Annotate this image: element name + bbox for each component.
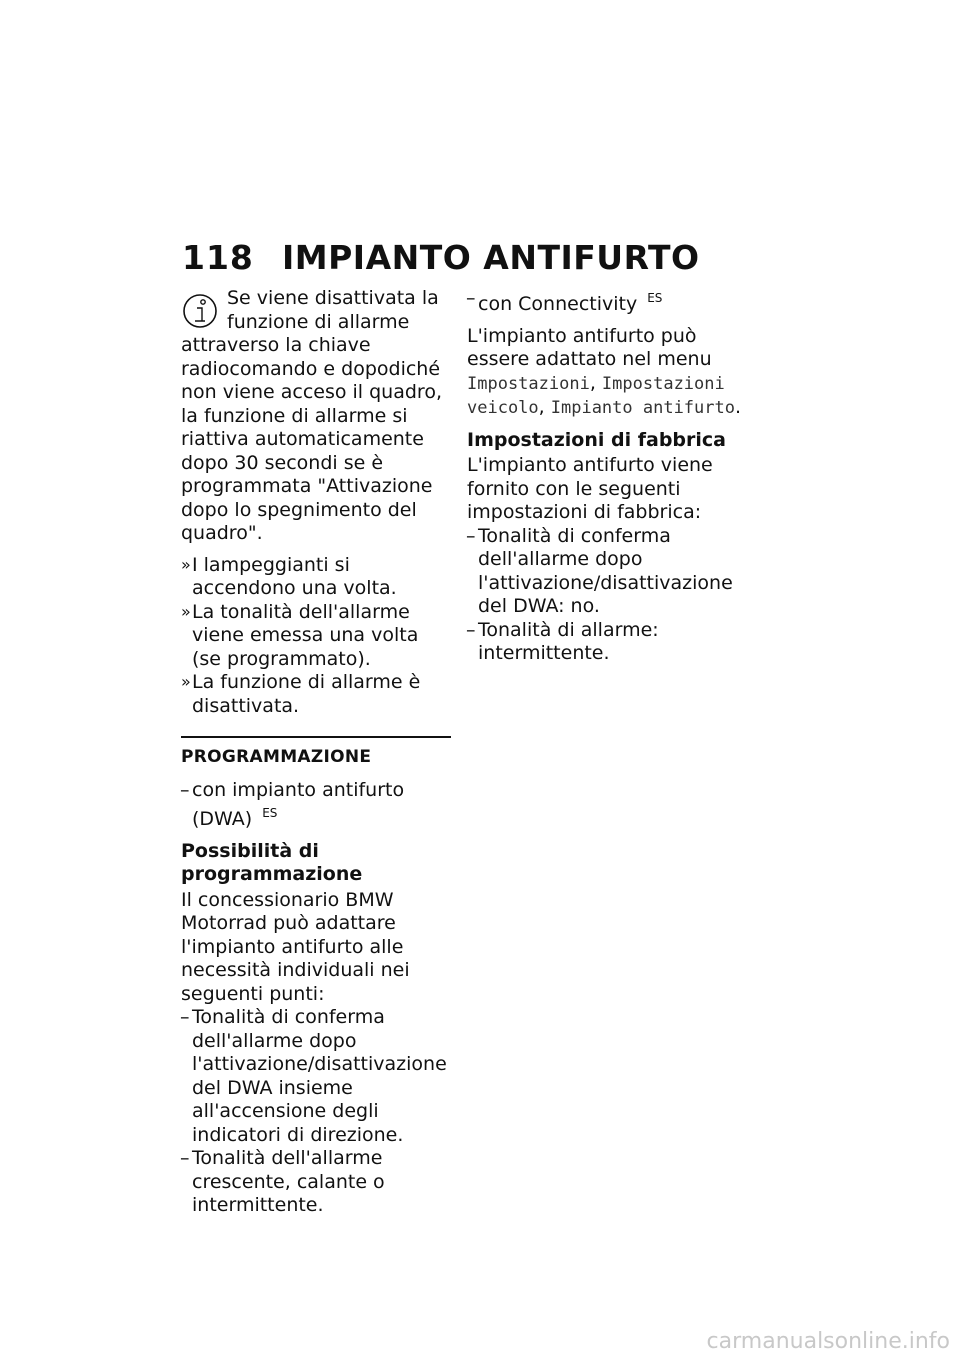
menu-end: . bbox=[734, 396, 742, 418]
list-item: » La funzione di allarme è disattivata. bbox=[181, 671, 451, 718]
result-list bbox=[181, 554, 451, 719]
subheading: Impostazioni di fabbrica bbox=[467, 428, 726, 451]
list-item: – Tonalità di conferma dell'allarme dopo l'attivazione/disattivazione del DWA: no. bbox=[467, 525, 742, 619]
condition-item bbox=[467, 287, 742, 317]
menu-path-vehicle-settings: Impostazioni veicolo bbox=[467, 373, 725, 418]
left-column bbox=[181, 287, 451, 1226]
condition-text: con Connectivity bbox=[478, 293, 638, 315]
menu-separator: , bbox=[538, 396, 545, 418]
condition-item bbox=[181, 779, 451, 832]
country-badge: ES bbox=[647, 291, 663, 305]
body-text: L'impianto antifurto viene fornito con le seguenti impostazioni di fabbrica: bbox=[467, 454, 713, 523]
menu-separator: , bbox=[589, 371, 596, 394]
condition-list bbox=[467, 287, 742, 317]
condition-text: con impianto antifurto (DWA) bbox=[192, 778, 405, 830]
list-item: – Tonalità di conferma dell'allarme dopo l'attivazione/disattivazione del DWA insieme all'accensione degli indicatori di direzione. bbox=[181, 1006, 451, 1147]
condition-list bbox=[181, 779, 451, 832]
info-icon bbox=[181, 290, 219, 332]
info-note bbox=[181, 287, 451, 546]
list-item: – Tonalità dell'allarme crescente, calante o intermittente. bbox=[181, 1147, 451, 1218]
page-header bbox=[182, 238, 700, 278]
right-column bbox=[467, 287, 742, 674]
factory-settings-list bbox=[467, 525, 742, 666]
list-item: – Tonalità di allarme: intermittente. bbox=[467, 619, 742, 666]
subheading: Possibilità di programmazione bbox=[181, 839, 363, 885]
country-badge: ES bbox=[262, 806, 278, 820]
option-list bbox=[181, 1006, 451, 1218]
watermark-logo: carmanualsonline.info bbox=[706, 1329, 950, 1354]
info-text: Se viene disattivata la funzione di allarme attraverso la chiave radiocomando e dopodiché non viene acceso il quadro, la funzione di allarme si riattiva automaticamente dopo 30 secondi se è programmata "Attivazione dopo lo spegnimento del quadro". bbox=[181, 287, 442, 544]
chapter-title: IMPIANTO ANTIFURTO bbox=[282, 238, 700, 277]
section-divider bbox=[181, 736, 451, 738]
menu-path-text bbox=[467, 325, 742, 421]
list-item: » I lampeggianti si accendono una volta. bbox=[181, 554, 451, 601]
list-item: » La tonalità dell'allarme viene emessa una volta (se programmato). bbox=[181, 601, 451, 672]
adapt-text: L'impianto antifurto può essere adattato nel menu bbox=[467, 324, 712, 370]
section-title: PROGRAMMAZIONE bbox=[181, 747, 372, 767]
body-text: Il concessionario BMW Motorrad può adattare l'impianto antifurto alle necessità individuali nei seguenti punti: bbox=[181, 888, 410, 1005]
page-number: 118 bbox=[182, 238, 254, 277]
menu-path-settings: Impostazioni bbox=[467, 373, 590, 394]
menu-path-anti-theft: Impianto antifurto bbox=[550, 398, 735, 418]
